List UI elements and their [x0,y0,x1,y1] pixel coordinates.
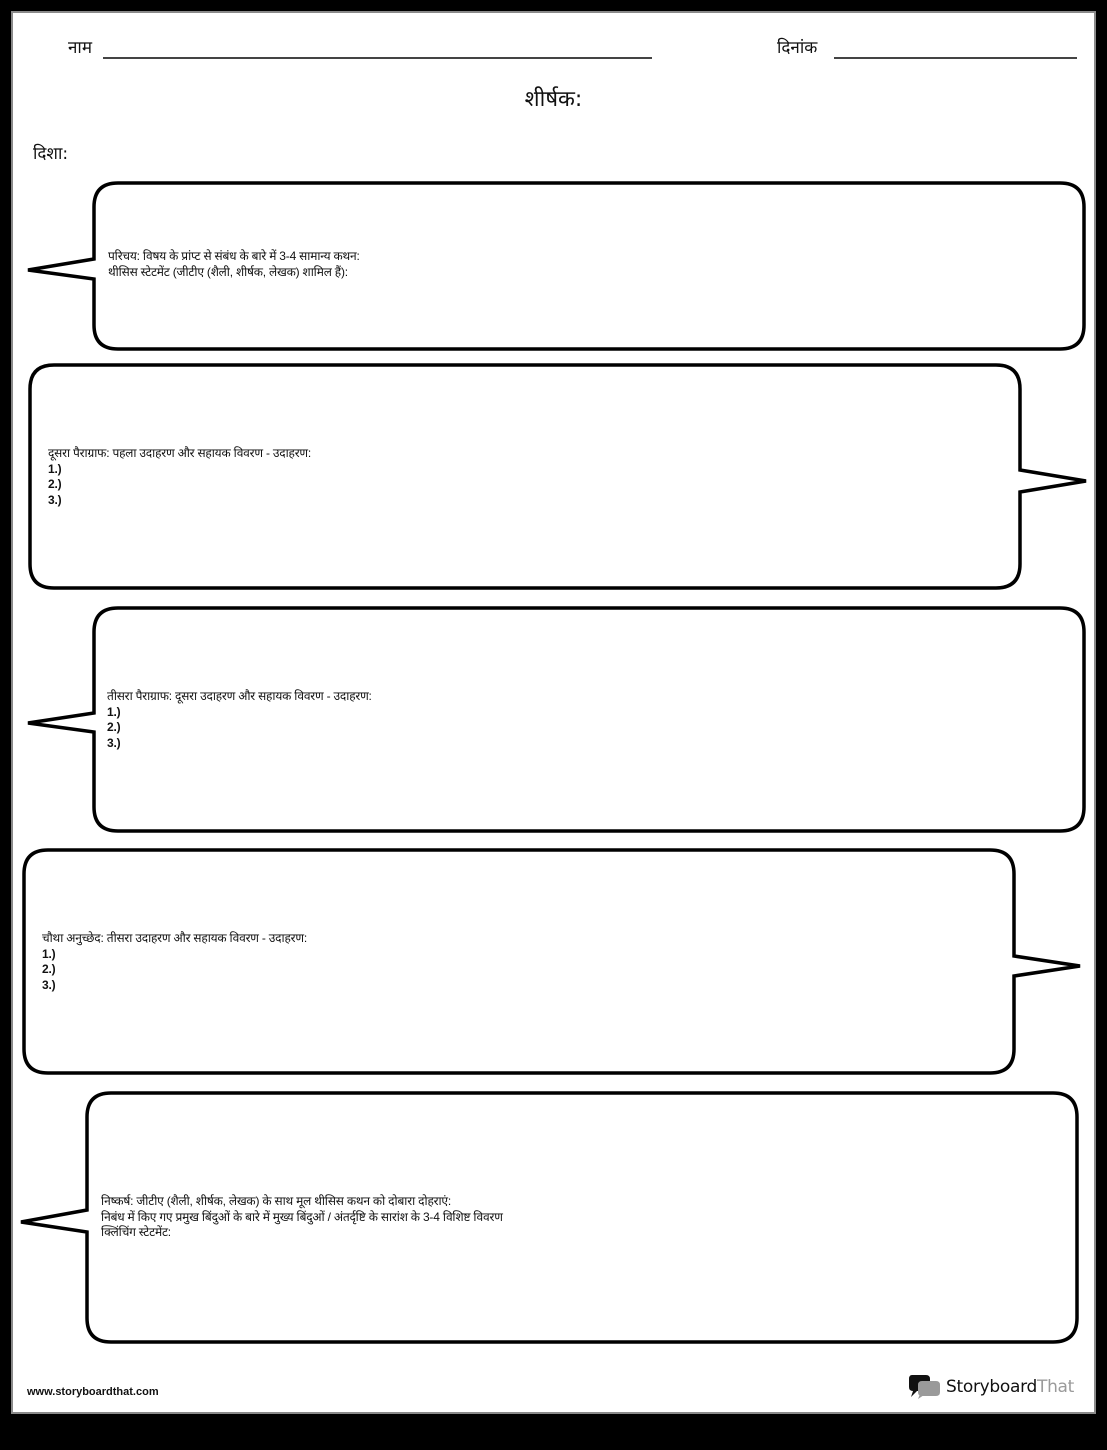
logo-secondary-text: That [1037,1377,1075,1397]
logo-primary-text: Storyboard [946,1377,1037,1397]
bubble-3-text[interactable] [107,689,372,751]
example-number-2: 2.) [42,962,56,976]
paragraph-4-prompt: चौथा अनुच्छेद: तीसरा उदाहरण और सहायक विवरण - उदाहरण: [42,931,307,945]
example-number-1: 1.) [42,946,56,961]
example-number-2: 2.) [48,477,62,491]
example-number-3: 3.) [42,977,56,992]
example-number-2: 2.) [107,720,121,734]
bubble-1-text[interactable] [108,249,360,280]
storyboardthat-logo[interactable] [908,1374,1074,1400]
intro-prompt-line-2: थीसिस स्टेटमेंट (जीटीए (शैली, शीर्षक, लेखक) शामिल हैं): [108,264,348,279]
bubble-4-text[interactable] [42,931,307,993]
example-number-1: 1.) [107,704,121,719]
footer-url[interactable]: www.storyboardthat.com [27,1386,159,1398]
date-label: दिनांक [777,38,818,58]
directions-label: दिशा: [33,144,69,164]
conclusion-prompt-line-1: निष्कर्ष: जीटीए (शैली, शीर्षक, लेखक) के साथ मूल थीसिस कथन को दोबारा दोहराएं: [101,1194,452,1208]
paragraph-3-prompt: तीसरा पैराग्राफ: दूसरा उदाहरण और सहायक विवरण - उदाहरण: [107,689,372,703]
conclusion-prompt-line-2: निबंध में किए गए प्रमुख बिंदुओं के बारे में मुख्य बिंदुओं / अंतर्दृष्टि के सारांश के 3-4 विशिष्ट विवरण [101,1209,503,1224]
page-title: शीर्षक: [524,87,583,112]
name-label: नाम [68,38,93,58]
conclusion-prompt-line-3: क्लिंचिंग स्टेटमेंट: [101,1225,171,1239]
speech-bubbles-icon [908,1374,942,1400]
intro-prompt-line-1: परिचय: विषय के प्रांप्ट से संबंध के बारे में 3-4 सामान्य कथन: [108,249,360,263]
example-number-1: 1.) [48,461,62,476]
bubble-2-text[interactable] [48,446,311,508]
paragraph-2-prompt: दूसरा पैराग्राफ: पहला उदाहरण और सहायक विवरण - उदाहरण: [48,446,312,460]
example-number-3: 3.) [48,492,62,507]
logo-wordmark [946,1377,1074,1397]
bubble-5-text[interactable] [101,1194,503,1241]
example-number-3: 3.) [107,735,121,750]
